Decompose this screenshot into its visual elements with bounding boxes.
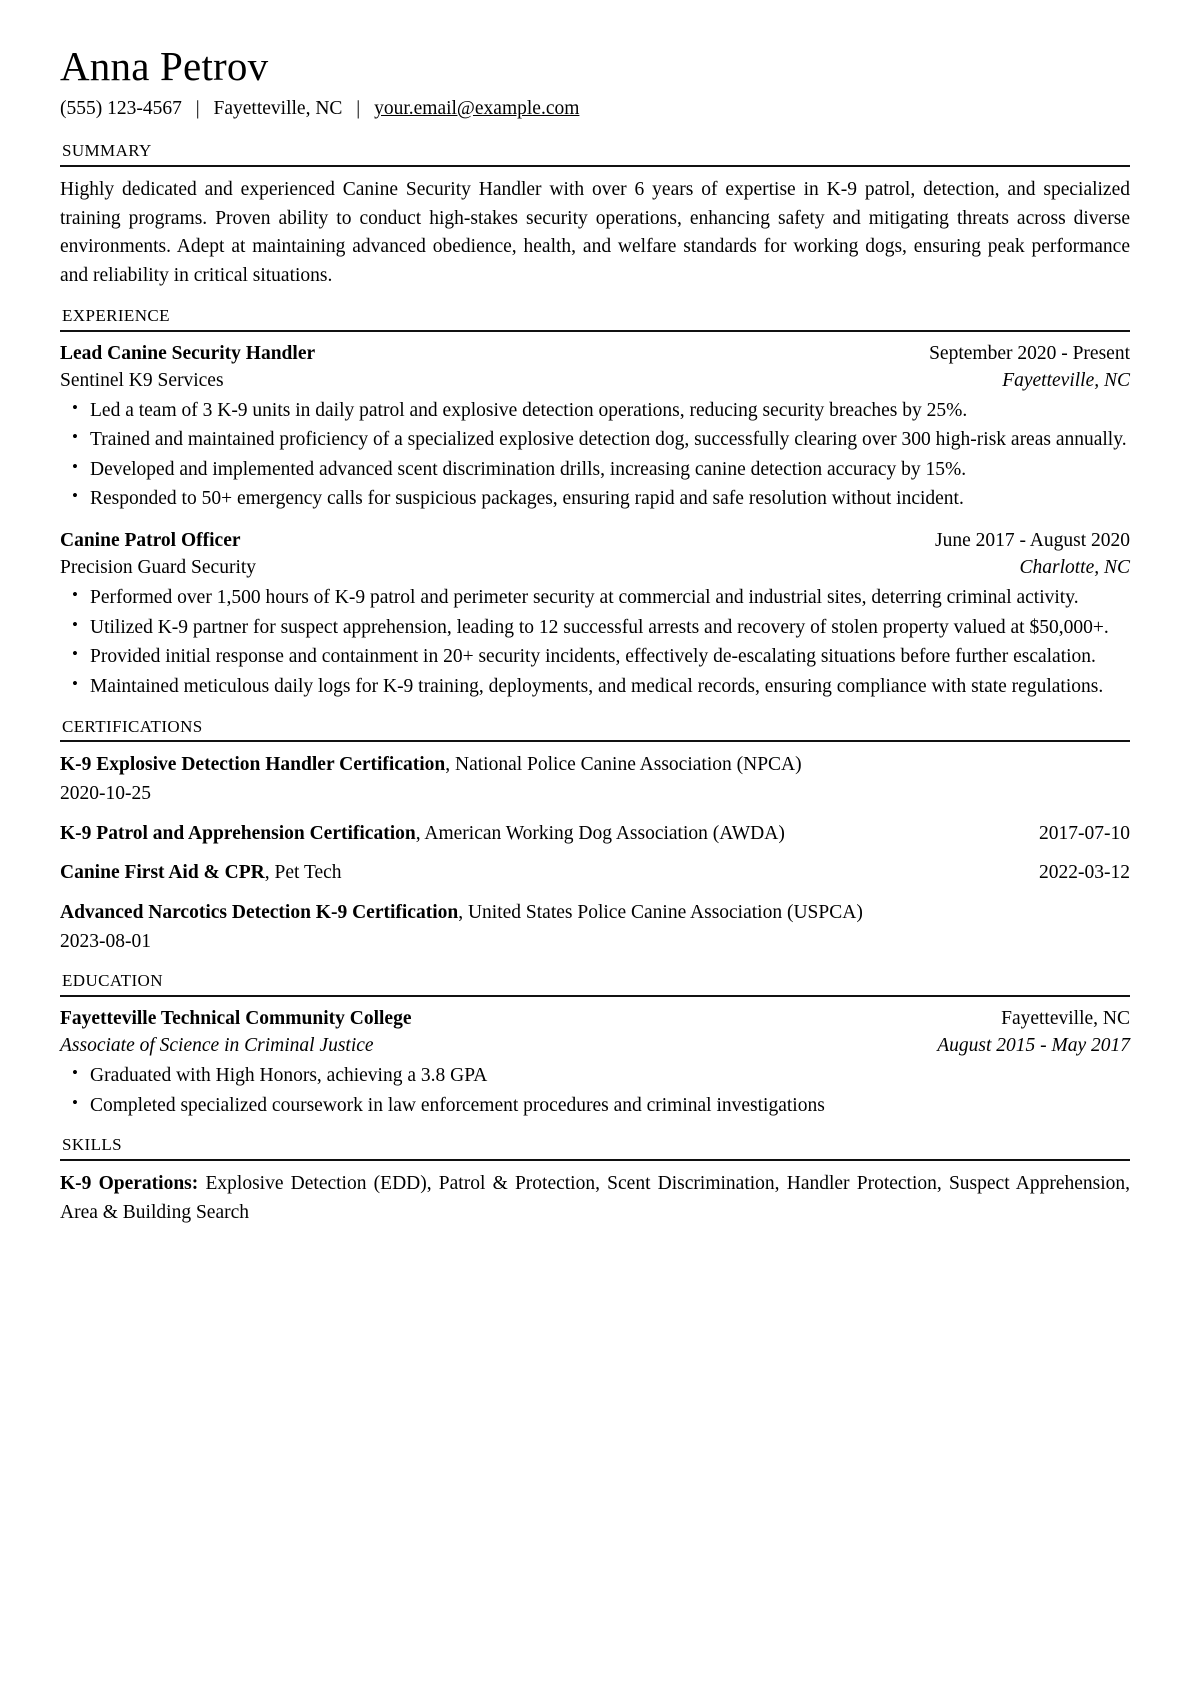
certification-item [60, 899, 1130, 956]
section-title-experience: experience [62, 300, 170, 327]
skill-category-label: K-9 Operations: [60, 1173, 199, 1195]
section-title-certifications: certifications [62, 711, 203, 738]
job-bullet: • Developed and implemented advanced scent discrimination drills, increasing canine detection accuracy by 15%. [60, 456, 1130, 485]
section-certifications [60, 713, 1130, 957]
section-title-skills: skills [62, 1130, 123, 1157]
job-bullet-list [60, 397, 1130, 515]
school-name: Fayetteville Technical Community College [60, 1008, 412, 1030]
job-location: Fayetteville, NC [1002, 369, 1130, 391]
contact-location: Fayetteville, NC [213, 97, 343, 119]
job-bullet: • Utilized K-9 partner for suspect apprehension, leading to 12 successful arrests and recovery of stolen property valued at $50,000+. [60, 614, 1130, 643]
job-bullet: • Provided initial response and containment in 20+ security incidents, effectively de-escalating situations before further escalation. [60, 643, 1130, 672]
certification-item [60, 751, 1130, 808]
email-link[interactable]: your.email@example.com [374, 97, 580, 119]
certification-main-line: Advanced Narcotics Detection K-9 Certification, United States Police Canine Association (USPCA) [60, 902, 863, 924]
section-summary [60, 137, 1130, 291]
certification-item: 2017-07-10 K-9 Patrol and Apprehension Certification, American Working Dog Association (AWDA) [60, 820, 1130, 849]
certification-issuer: American Working Dog Association (AWDA) [424, 822, 785, 844]
skill-items: Explosive Detection (EDD), Patrol & Protection, Scent Discrimination, Handler Protection, Suspect Apprehension, Area & Building Search [60, 1173, 1131, 1223]
certification-issuer: United States Police Canine Association (USPCA) [467, 902, 863, 924]
section-rule-experience [60, 330, 1130, 332]
certifications-list [60, 751, 1130, 956]
section-rule-skills [60, 1159, 1130, 1161]
contact-separator-2: | [356, 97, 361, 119]
job-date: June 2017 - August 2020 [935, 530, 1130, 552]
certification-name: Advanced Narcotics Detection K-9 Certification [60, 902, 459, 924]
experience-list [60, 341, 1130, 702]
education-entry [60, 1006, 1130, 1120]
school-location: Fayetteville, NC [1001, 1008, 1130, 1030]
skill-group [60, 1170, 1130, 1227]
section-title-education: education [62, 966, 163, 993]
experience-entry [60, 341, 1130, 514]
job-date: September 2020 - Present [929, 342, 1130, 364]
company-name: Precision Guard Security [60, 557, 257, 579]
job-title: Canine Patrol Officer [60, 530, 241, 552]
education-bullet: • Completed specialized coursework in law enforcement procedures and criminal investigations [60, 1092, 1130, 1121]
summary-text: Highly dedicated and experienced Canine Security Handler with over 6 years of expertise in K-9 patrol, detection, and specialized training programs. Proven ability to conduct high-stakes security operations, enhancing safety and mitigating threats across diverse environments. Adept at maintaining advanced obedience, health, and welfare standards for working dogs, ensuring peak performance and reliability in critical situations. [60, 179, 1130, 287]
job-bullet: • Led a team of 3 K-9 units in daily patrol and explosive detection operations, reducing security breaches by 25%. [60, 397, 1130, 426]
section-rule-education [60, 995, 1130, 997]
certification-main-line: K-9 Explosive Detection Handler Certification, National Police Canine Association (NPCA) [60, 754, 802, 776]
company-name: Sentinel K9 Services [60, 369, 224, 391]
contact-separator-1: | [195, 97, 200, 119]
experience-entry-header [60, 341, 1130, 368]
education-dates: August 2015 - May 2017 [937, 1035, 1130, 1057]
section-experience [60, 302, 1130, 702]
section-title-summary: summary [62, 136, 152, 163]
section-skills [60, 1131, 1130, 1227]
education-list [60, 1006, 1130, 1120]
certification-date: 2017-07-10 [1039, 822, 1130, 844]
contact-line [60, 96, 1130, 121]
job-bullet: • Responded to 50+ emergency calls for suspicious packages, ensuring rapid and safe resolution without incident. [60, 485, 1130, 514]
job-bullet: • Trained and maintained proficiency of a specialized explosive detection dog, successfully clearing over 300 high-risk areas annually. [60, 426, 1130, 455]
certification-item: 2022-03-12 Canine First Aid & CPR, Pet Tech [60, 859, 1130, 888]
certification-date: 2023-08-01 [60, 930, 151, 952]
experience-entry-header [60, 528, 1130, 555]
job-bullet: • Performed over 1,500 hours of K-9 patrol and perimeter security at commercial and industrial sites, deterring criminal activity. [60, 584, 1130, 613]
education-entry-header [60, 1006, 1130, 1033]
job-title: Lead Canine Security Handler [60, 342, 316, 364]
experience-entry [60, 528, 1130, 701]
phone-number: (555) 123-4567 [60, 97, 182, 119]
experience-entry-subheader [60, 555, 1130, 582]
education-bullet: • Graduated with High Honors, achieving a 3.8 GPA [60, 1062, 1130, 1091]
education-bullet-list [60, 1062, 1130, 1120]
education-entry-subheader [60, 1033, 1130, 1060]
job-bullet-list [60, 584, 1130, 702]
candidate-name: Anna Petrov [60, 43, 269, 89]
job-location: Charlotte, NC [1019, 557, 1130, 579]
degree-name: Associate of Science in Criminal Justice [60, 1035, 374, 1057]
job-bullet: • Maintained meticulous daily logs for K-9 training, deployments, and medical records, ensuring compliance with state regulations. [60, 673, 1130, 702]
certification-name: K-9 Explosive Detection Handler Certification [60, 754, 446, 776]
section-education [60, 967, 1130, 1120]
skills-list [60, 1170, 1130, 1227]
certification-issuer: National Police Canine Association (NPCA) [455, 754, 802, 776]
section-rule-certifications [60, 740, 1130, 742]
certification-name: Canine First Aid & CPR [60, 862, 265, 884]
certification-issuer: Pet Tech [274, 862, 342, 884]
certification-name: K-9 Patrol and Apprehension Certification [60, 822, 416, 844]
experience-entry-subheader [60, 368, 1130, 395]
certification-date: 2020-10-25 [60, 783, 151, 805]
section-rule-summary [60, 165, 1130, 167]
certification-date: 2022-03-12 [1039, 862, 1130, 884]
